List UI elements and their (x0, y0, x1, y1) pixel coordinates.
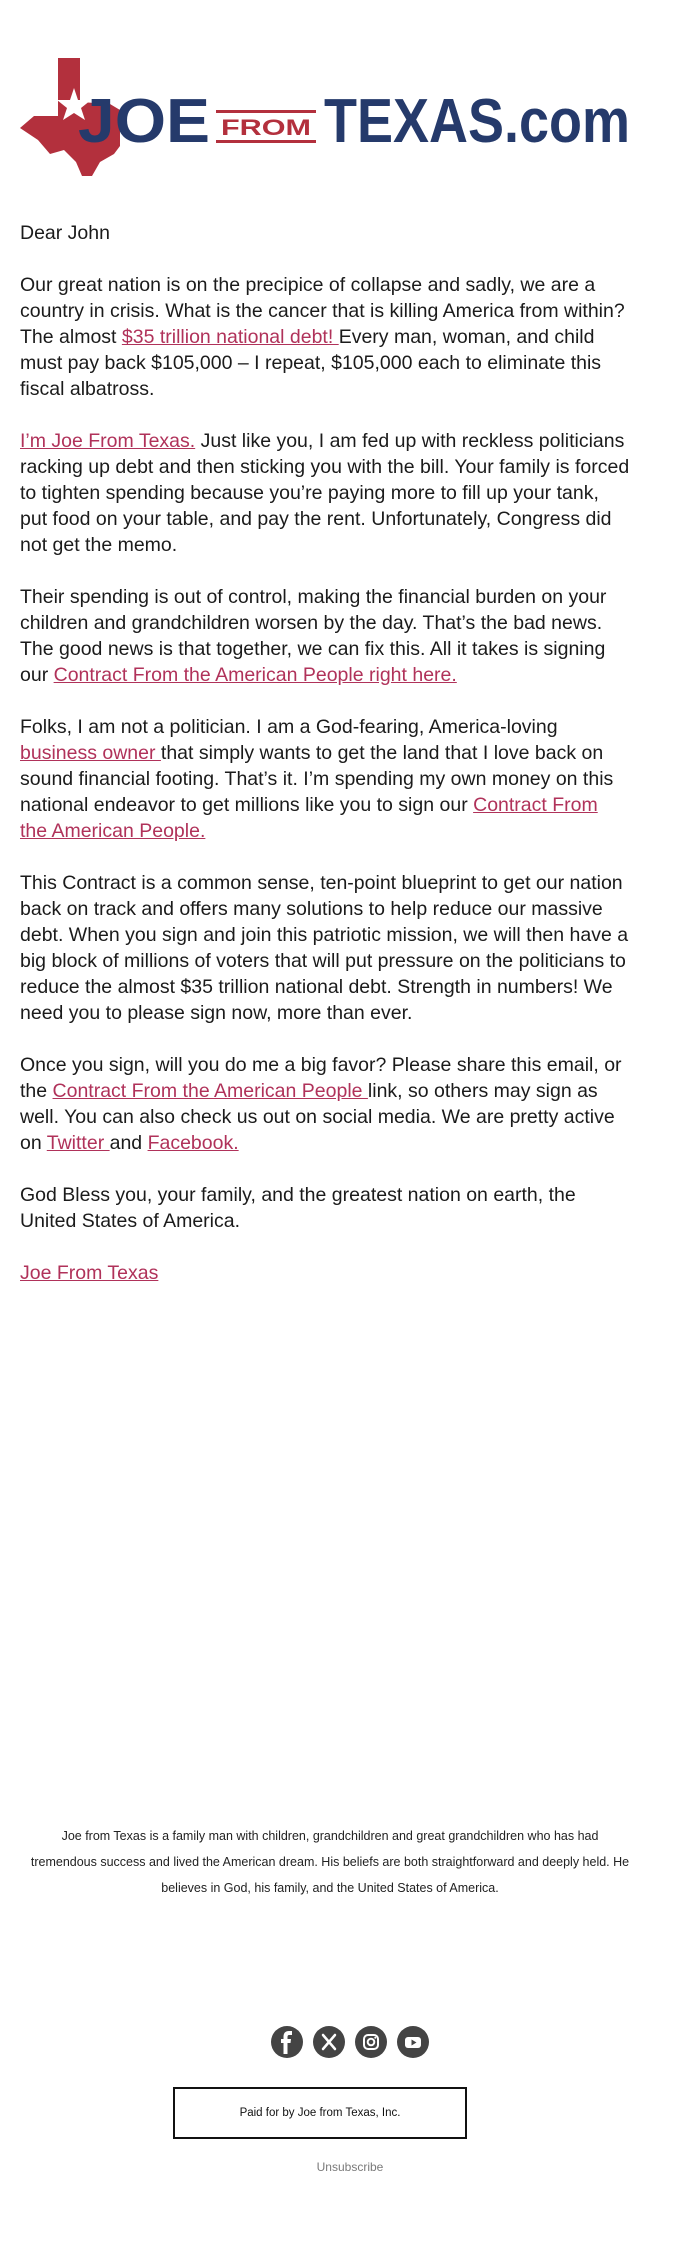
paragraph-intro: I’m Joe From Texas. Just like you, I am fed up with reckless politicians racking up debt and then sticking you with the bill. Your family is forced to tighten spending because you’re paying more to fill up your tank, put food on your table, and pay the rent. Unfortunately, Congress did not get the memo. (20, 430, 630, 556)
paragraph-debt: Our great nation is on the precipice of collapse and sadly, we are a country in crisis. What is the cancer that is killing America from within? The almost $35 trillion national debt! Every man, woman, and child must pay back $105,000 – I repeat, $105,000 each to eliminate this fiscal albatross. (20, 274, 625, 400)
national-debt-link[interactable]: $35 trillion national debt! (121, 326, 339, 348)
facebook-icon[interactable] (271, 2026, 303, 2058)
x-icon[interactable] (313, 2026, 345, 2058)
business-owner-link[interactable]: business owner (20, 742, 161, 764)
paid-for-disclaimer (173, 2087, 467, 2139)
unsubscribe-link[interactable]: Unsubscribe (316, 2160, 384, 2174)
logo-word-texas: TEXAS.com (324, 87, 630, 156)
twitter-link[interactable]: Twitter (46, 1132, 110, 1154)
instagram-icon[interactable] (355, 2026, 387, 2058)
unsubscribe-row (0, 2160, 700, 2174)
signature-link[interactable]: Joe From Texas (20, 1262, 159, 1284)
paid-for-text: Paid for by Joe from Texas, Inc. (239, 2107, 401, 2119)
social-links (0, 2026, 700, 2058)
paragraph-contract: This Contract is a common sense, ten-point blueprint to get our nation back on track and offers many solutions to help reduce our massive debt. When you sign and join this patriotic mission, we will then have a big block of millions of voters that will put pressure on the politicians to reduce the almost $35 trillion national debt. Strength in numbers! We need you to please sign now, more than ever. (20, 872, 629, 1024)
contract-link-3[interactable]: Contract From the American People (52, 1080, 368, 1102)
logo-word-from: FROM (221, 115, 311, 140)
logo-from-box (216, 110, 316, 143)
paragraph-spending: Their spending is out of control, making the financial burden on your children and grandchildren worsen by the day. That’s the bad news. The good news is that together, we can fix this. All it takes is signing our Contract From the American People right here. (20, 586, 607, 686)
logo-word-joe: JOE (78, 87, 210, 156)
youtube-icon[interactable] (397, 2026, 429, 2058)
greeting: Dear John (20, 222, 110, 244)
contract-link-2[interactable]: Contract From the American People. (20, 794, 598, 842)
facebook-link[interactable]: Facebook. (147, 1132, 239, 1154)
contract-link[interactable]: Contract From the American People right here. (53, 664, 457, 686)
paragraph-share: Once you sign, will you do me a big favor? Please share this email, or the Contract From the American People link, so others may sign as well. You can also check us out on social media. We are pretty active on Twitter and Facebook. (20, 1054, 622, 1154)
letter-body (20, 220, 630, 1312)
signature (20, 1260, 630, 1286)
joe-from-texas-link[interactable]: I’m Joe From Texas. (20, 430, 196, 452)
joe-from-texas-logo[interactable] (20, 58, 632, 176)
paragraph-blessing: God Bless you, your family, and the greatest nation on earth, the United States of America. (20, 1184, 576, 1232)
paragraph-politician: Folks, I am not a politician. I am a God-fearing, America-loving business owner that simply wants to get the land that I love back on sound financial footing. That’s it. I’m spending my own money on this national endeavor to get millions like you to sign our Contract From the American People. (20, 716, 614, 842)
footer-bio: Joe from Texas is a family man with children, grandchildren and great grandchildren who has had tremendous success and lived the American dream. His beliefs are both straightforward and deeply held. He believes in God, his family, and the United States of America. (30, 1829, 630, 1895)
